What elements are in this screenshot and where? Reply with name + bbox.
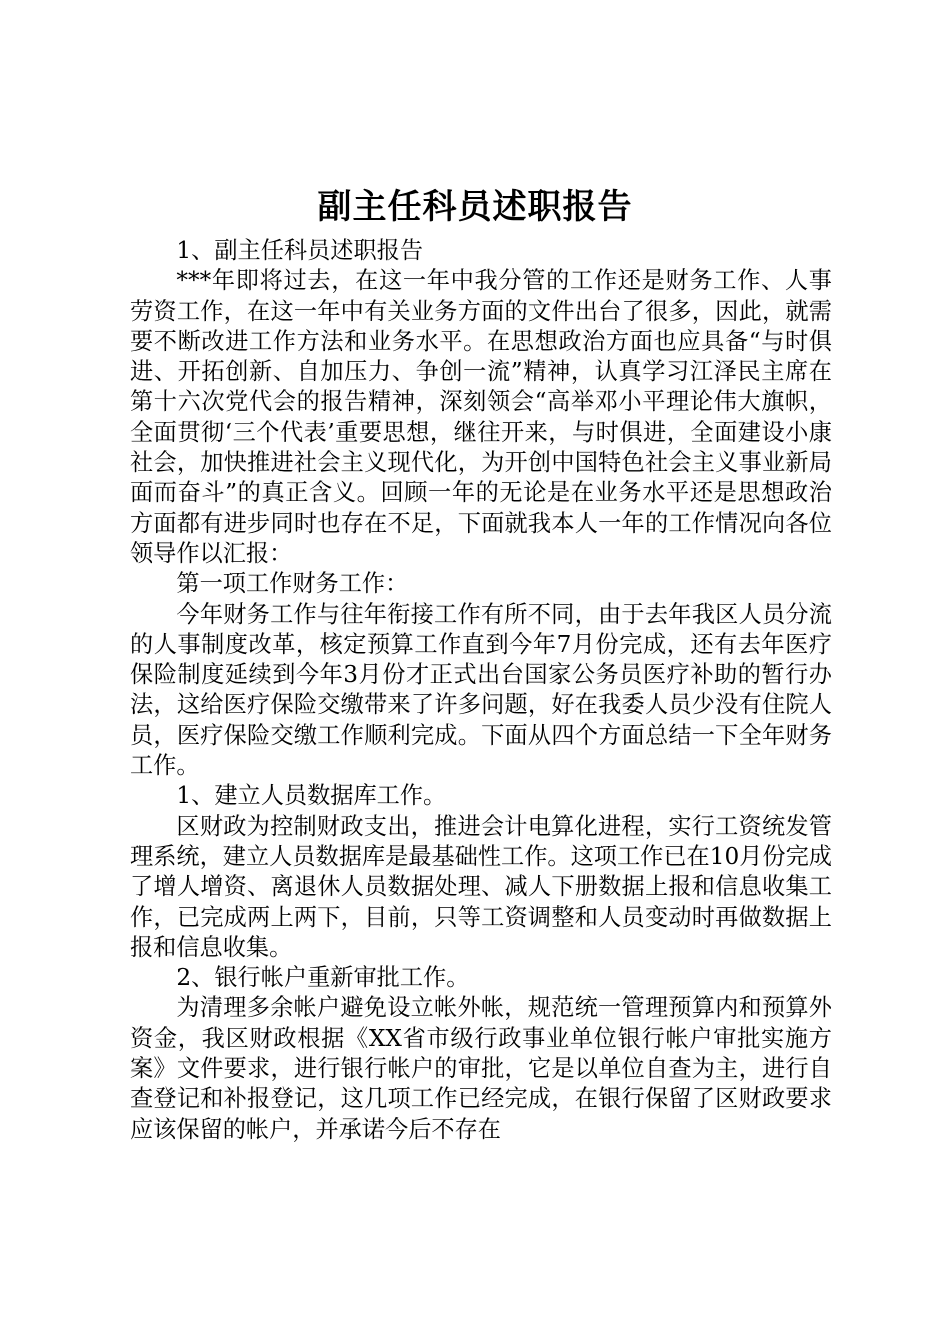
body-paragraph: 今年财务工作与往年衔接工作有所不同，由于去年我区人员分流的人事制度改革，核定预算工作直到今年7月份完成，还有去年医疗保险制度延续到今年3月份才正式出台国家公务员医疗补助的暂行办法，这给医疗保险交缴带来了许多问题，好在我委人员少没有住院人员，医疗保险交缴工作顺利完成。下面从四个方面总结一下全年财务工作。: [130, 600, 832, 780]
body-paragraph: 为清理多余帐户避免设立帐外帐，规范统一管理预算内和预算外资金，我区财政根据《XX省市级行政事业单位银行帐户审批实施方案》文件要求，进行银行帐户的审批，它是以单位自查为主，进行自查登记和补报登记，这几项工作已经完成，在银行保留了区财政要求应该保留的帐户，并承诺今后不存在: [130, 994, 832, 1143]
section-heading: 1、副主任科员述职报告: [176, 237, 424, 264]
body-paragraph: ***年即将过去，在这一年中我分管的工作还是财务工作、人事劳资工作，在这一年中有关业务方面的文件出台了很多，因此，就需要不断改进工作方法和业务水平。在思想政治方面也应具备“与时俱进、开拓创新、自加压力、争创一流”精神，认真学习江泽民主席在第十六次党代会的报告精神，深刻领会“高举邓小平理论伟大旗帜，全面贯彻‘三个代表’重要思想，继往开来，与时俱进，全面建设小康社会，加快推进社会主义现代化，为开创中国特色社会主义事业新局面而奋斗”的真正含义。回顾一年的无论是在业务水平还是思想政治方面都有进步同时也存在不足，下面就我本人一年的工作情况向各位领导作以汇报：: [130, 267, 832, 567]
section-heading: 1、建立人员数据库工作。: [176, 782, 447, 810]
body-paragraph: 区财政为控制财政支出，推进会计电算化进程，实行工资统发管理系统，建立人员数据库是最基础性工作。这项工作已在10月份完成了增人增资、离退休人员数据处理、减人下册数据上报和信息收集工作，已完成两上两下，目前，只等工资调整和人员变动时再做数据上报和信息收集。: [130, 812, 832, 961]
document-title: 副主任科员述职报告: [317, 187, 633, 227]
section-heading: 第一项工作财务工作：: [176, 570, 409, 598]
document-body: [130, 236, 832, 1145]
section-heading: 2、银行帐户重新审批工作。: [176, 964, 470, 992]
